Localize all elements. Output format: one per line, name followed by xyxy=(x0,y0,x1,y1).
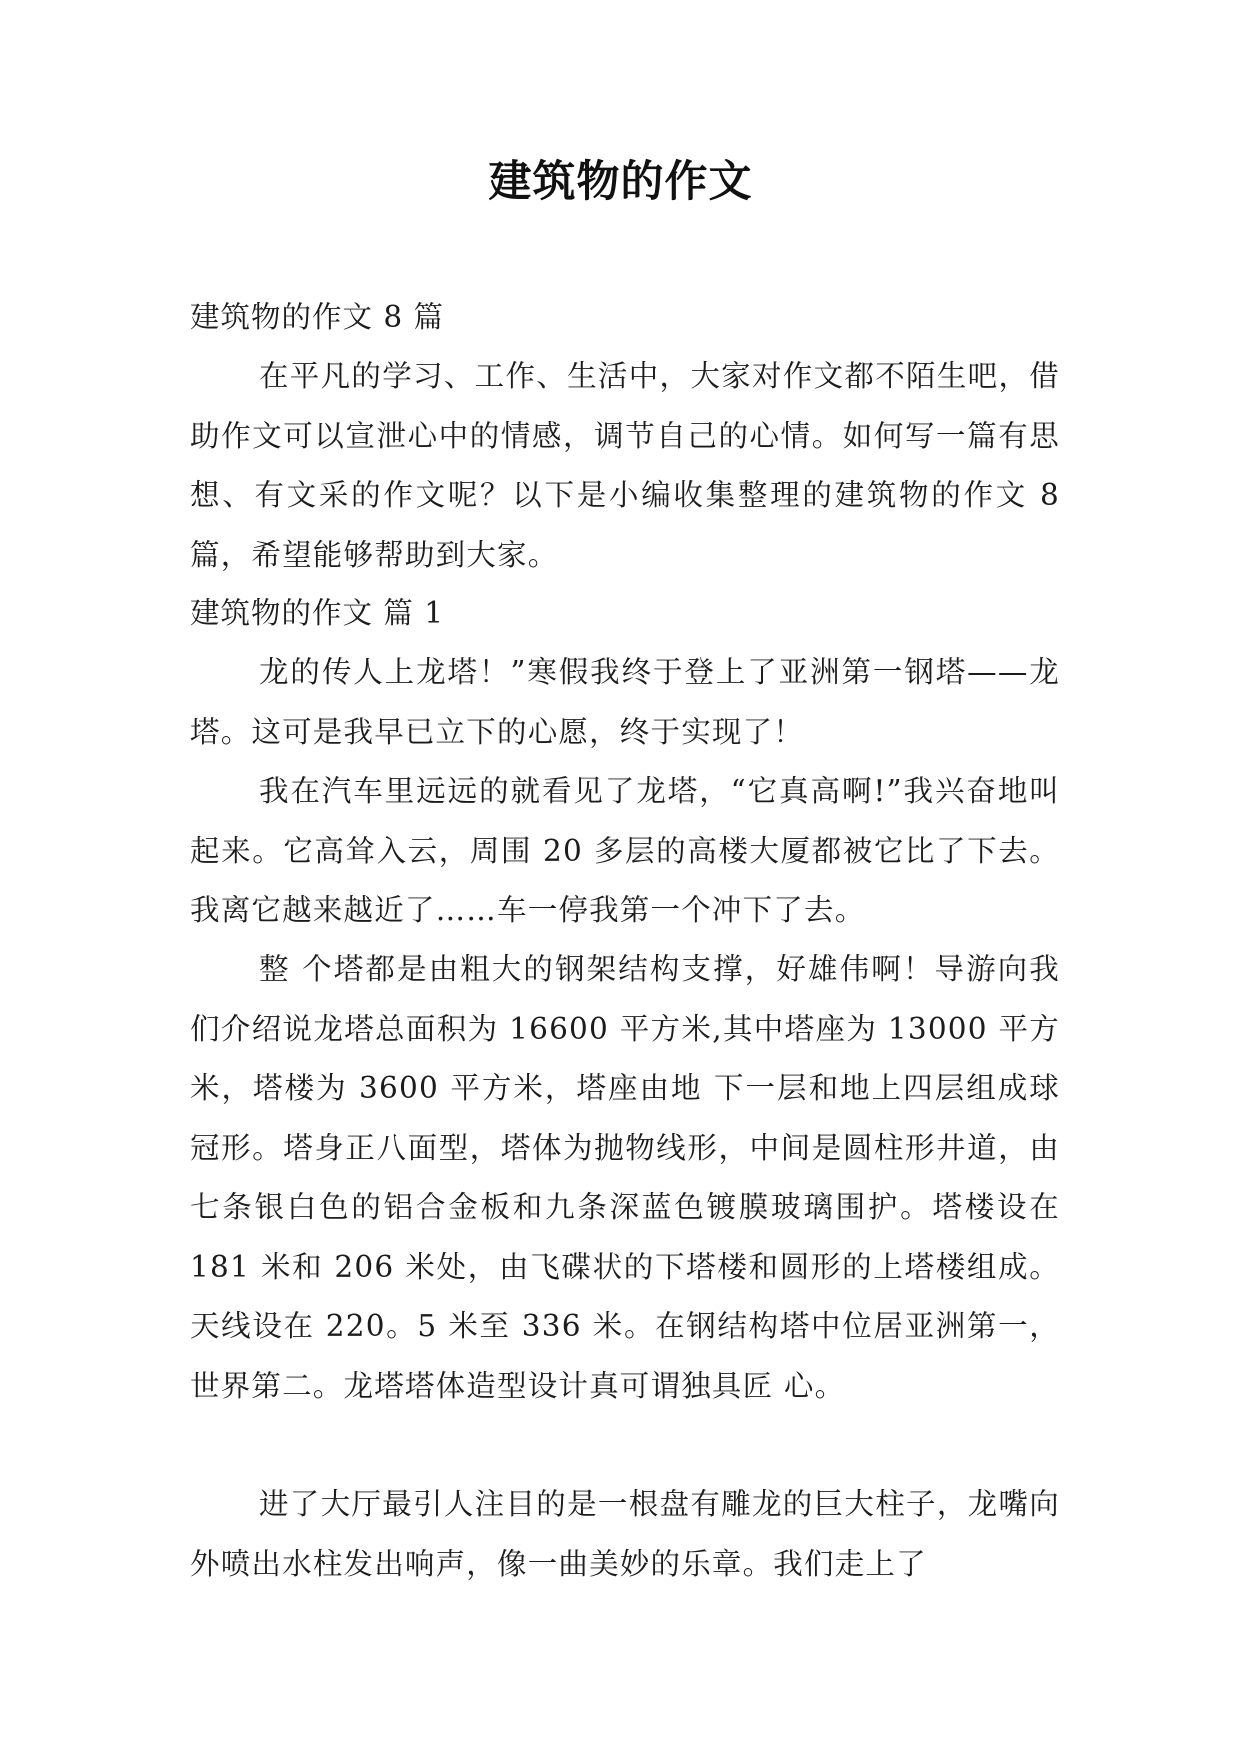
section-heading: 建筑物的作文 篇 1 xyxy=(190,596,445,630)
document-subtitle: 建筑物的作文 8 篇 xyxy=(190,300,445,334)
document-title: 建筑物的作文 xyxy=(488,157,753,207)
body-paragraph: 整 个塔都是由粗大的钢架结构支撑，好雄伟啊！导游向我们介绍说龙塔总面积为 16600 平方米,其中塔座为 13000 平方米，塔楼为 3600 平方米，塔座由地 下一层和地上四层组成球冠形。塔身正八面型，塔体为抛物线形，中间是圆柱形井道，由七条银白色的铝合金板和九条深蓝色镀膜玻璃围护。塔楼设在 181 米和 206 米处，由飞碟状的下塔楼和圆形的上塔楼组成。天线设在 220。5 米至 336 米。在钢结构塔中位居亚洲第一，世界第二。龙塔塔体造型设计真可谓独具匠 心。 xyxy=(190,952,1060,1403)
intro-paragraph: 在平凡的学习、工作、生活中，大家对作文都不陌生吧，借助作文可以宣泄心中的情感，调节自己的心情。如何写一篇有思想、有文采的作文呢？以下是小编收集整理的建筑物的作文 8 篇，希望能够帮助到大家。 xyxy=(190,359,1060,572)
body-paragraph: 我在汽车里远远的就看见了龙塔，“它真高啊!”我兴奋地叫起来。它高耸入云，周围 20 多层的高楼大厦都被它比了下去。我离它越来越近了……车一停我第一个冲下了去。 xyxy=(190,774,1060,927)
body-paragraph: 龙的传人上龙塔！”寒假我终于登上了亚洲第一钢塔——龙塔。这可是我早已立下的心愿，终于实现了！ xyxy=(190,655,1060,749)
body-paragraph: 进了大厅最引人注目的是一根盘有雕龙的巨大柱子，龙嘴向外喷出水柱发出响声，像一曲美妙的乐章。我们走上了 xyxy=(190,1487,1060,1581)
